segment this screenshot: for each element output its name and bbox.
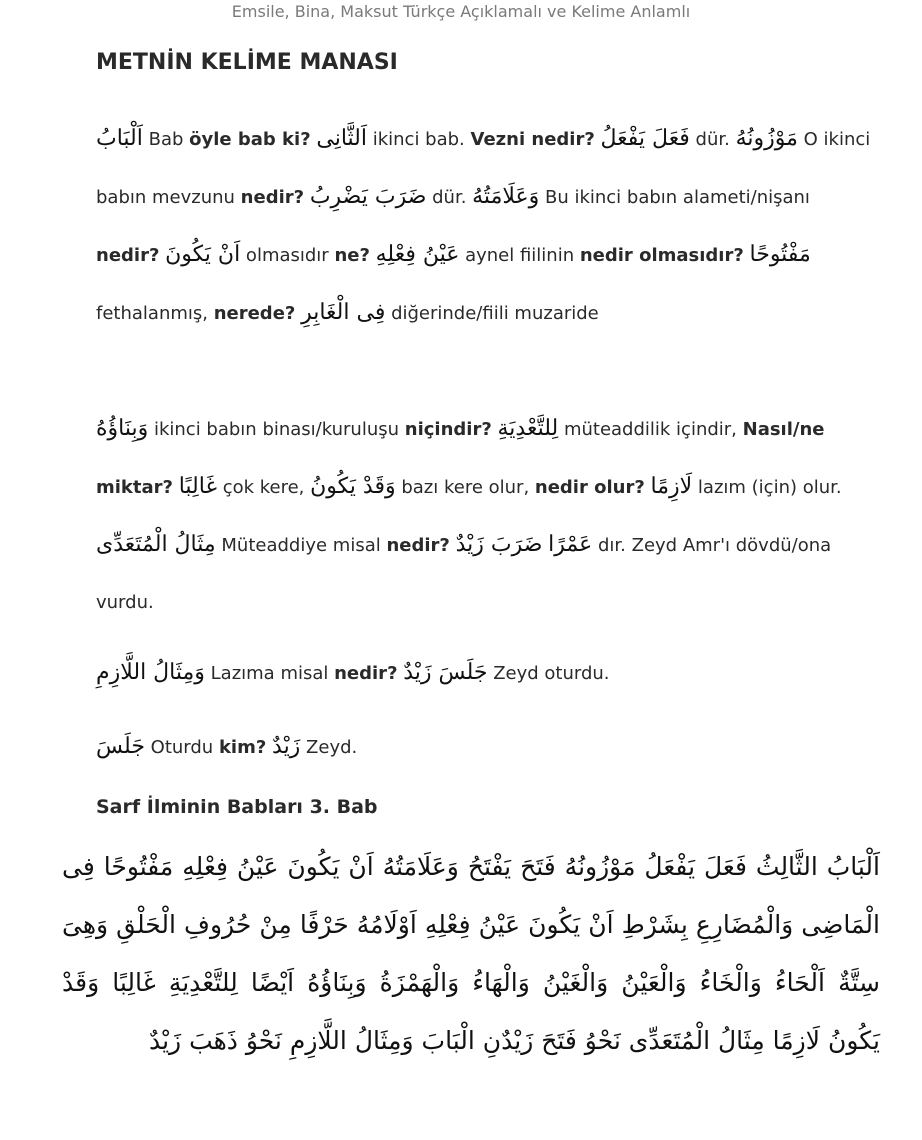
text: Bu ikinci babın alameti/nişanı <box>539 187 810 208</box>
page-title: METNİN KELİME MANASI <box>96 50 398 75</box>
arabic-term: وَبِنَاؤُهُ <box>96 416 149 441</box>
text: müteaddilik içindir, <box>558 419 743 440</box>
text: ikinci babın binası/kuruluşu <box>148 419 405 440</box>
question: nedir? <box>96 245 160 266</box>
arabic-term: عَمْرًا <box>548 532 593 557</box>
arabic-term: لَازِمًا <box>650 474 693 499</box>
paragraph-4 <box>96 718 878 776</box>
arabic-term: وَعَلَامَتُهُ <box>472 184 540 209</box>
arabic-term: زَيْدٌ <box>272 734 301 759</box>
question: nedir? <box>386 535 450 556</box>
text: Bab <box>142 129 190 150</box>
text: çok kere, <box>216 477 311 498</box>
arabic-term: لِلتَّعْدِيَةِ <box>497 416 559 441</box>
question: nedir olmasıdır? <box>579 245 744 266</box>
running-head: Emsile, Bina, Maksut Türkçe Açıklamalı ve Kelime Anlamlı <box>231 2 691 21</box>
section-title: Sarf İlminin Babları 3. Bab <box>96 796 378 818</box>
arabic-term: فِى الْغَابِرِ <box>301 300 386 325</box>
paragraph-2 <box>96 400 878 631</box>
text: fethalanmış, <box>96 303 214 324</box>
question: nedir? <box>240 187 305 208</box>
text: Müteaddiye misal <box>215 535 387 556</box>
arabic-term: ضَرَبَ زَيْدٌ <box>455 532 543 557</box>
text: Oturdu <box>144 737 219 758</box>
question: nerede? <box>213 303 296 324</box>
text: aynel fiilinin <box>459 245 580 266</box>
text: dür. <box>426 187 473 208</box>
text: olmasıdır <box>240 245 335 266</box>
text: Zeyd. <box>300 737 358 758</box>
text: Zeyd oturdu. <box>487 663 610 684</box>
text: dır. Zeyd Amr'ı dövdü/ona vurdu. <box>96 535 832 613</box>
text: Lazıma misal <box>204 663 335 684</box>
arabic-term: عَيْنُ فِعْلِهِ <box>375 242 460 267</box>
arabic-term: غَالِبًا <box>178 474 217 499</box>
text: diğerinde/fiili muzaride <box>385 303 599 324</box>
text: bazı kere olur, <box>395 477 535 498</box>
arabic-term: اَلْبَابُ <box>96 126 143 151</box>
arabic-term: جَلَسَ زَيْدٌ <box>403 660 488 685</box>
arabic-term: وَقَدْ يَكُونُ <box>310 474 396 499</box>
question: kim? <box>218 737 267 758</box>
text: ikinci bab. <box>367 129 471 150</box>
question: nedir? <box>334 663 398 684</box>
question: ne? <box>334 245 370 266</box>
arabic-term: ضَرَبَ يَضْرِبُ <box>309 184 427 209</box>
arabic-term: اَلثَّانِى <box>316 126 367 151</box>
arabic-term: فَعَلَ يَفْعَلُ <box>600 126 690 151</box>
paragraph-3 <box>96 644 878 702</box>
arabic-term: مَفْتُوحًا <box>749 242 811 267</box>
text: dür. <box>689 129 736 150</box>
question: Vezni nedir? <box>470 129 595 150</box>
arabic-term: وَمِثَالُ اللَّازِمِ <box>96 660 205 685</box>
arabic-term: مِثَالُ الْمُتَعَدِّى <box>96 532 216 557</box>
question: Nasıl/ne miktar? <box>96 419 825 498</box>
text: O ikinci babın mevzunu <box>96 129 871 208</box>
arabic-term: اَنْ يَكُونَ <box>165 242 241 267</box>
question: öyle bab ki? <box>189 129 311 150</box>
arabic-term: مَوْزُونُهُ <box>735 126 798 151</box>
arabic-text-block: اَلْبَابُ الثَّالِثُ فَعَلَ يَفْعَلُ مَوْزُونُهُ فَتَحَ يَفْتَحُ وَعَلَامَتُهُ اَنْ يَكُونَ عَيْنُ فِعْلِهِ مَفْتُوحًا فِى الْمَاضِى وَالْمُضَارِعِ بِشَرْطِ اَنْ يَكُونَ عَيْنُ فِعْلِهِ اَوْلَامُهُ حَرْفًا مِنْ حُرُوفِ الْحَلْقِ وَهِىَ سِتَّةٌ اَلْحَاءُ وَالْخَاءُ وَالْعَيْنُ وَالْغَيْنُ وَالْهَاءُ وَالْهَمْزَةُ وَبِنَاؤُهُ اَيْضًا لِلتَّعْدِيَةِ غَالِبًا وَقَدْ يَكُونُ لَازِمًا مِثَالُ الْمُتَعَدِّى نَحْوُ فَتَحَ زَيْدٌنِ الْبَابَ وَمِثَالُ اللَّازِمِ نَحْوُ ذَهَبَ زَيْدٌ <box>62 852 880 1055</box>
text: lazım (için) olur. <box>692 477 842 498</box>
paragraph-1 <box>96 110 878 342</box>
arabic-term: جَلَسَ <box>96 734 145 759</box>
question: niçindir? <box>404 419 492 440</box>
question: nedir olur? <box>534 477 645 498</box>
